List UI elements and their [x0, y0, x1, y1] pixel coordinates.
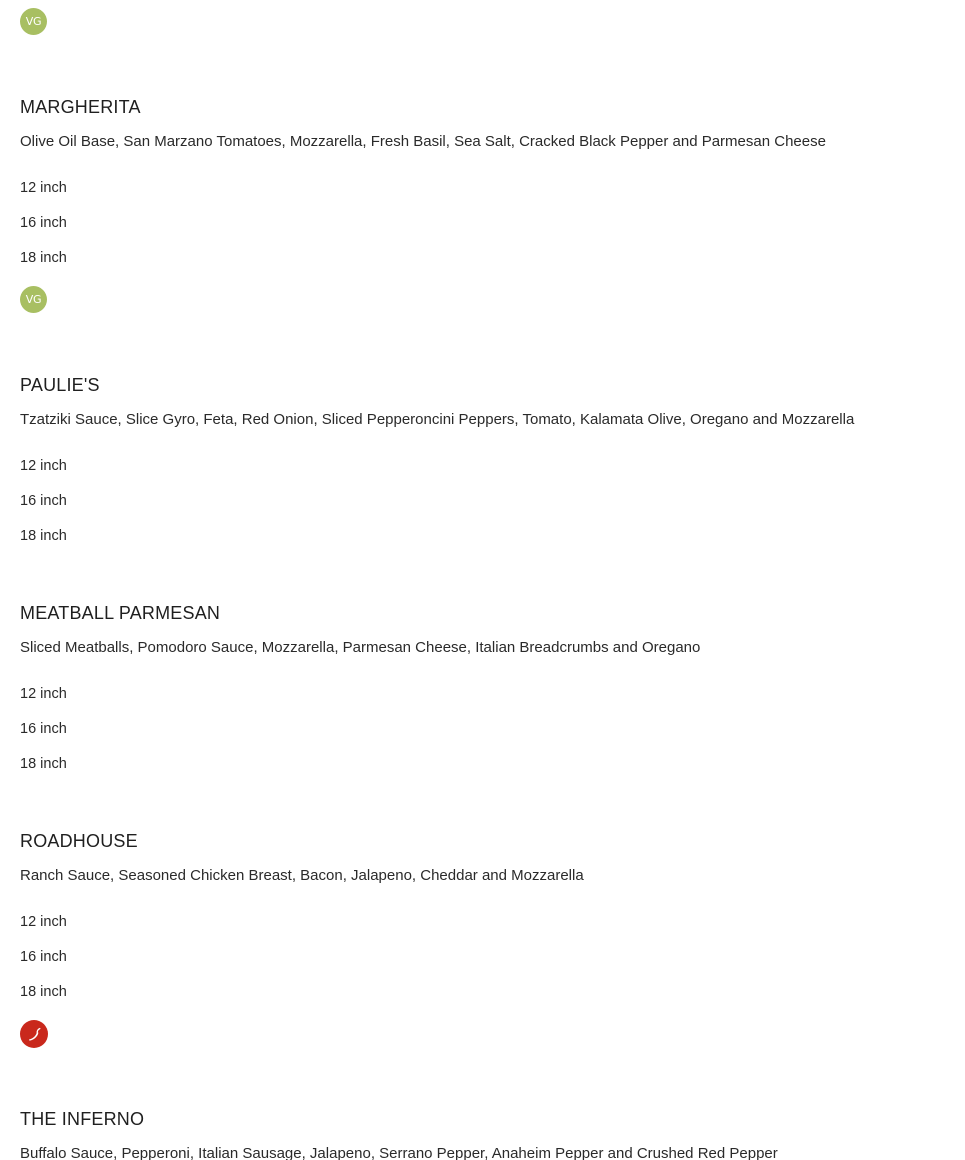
- menu-item-description: Buffalo Sauce, Pepperoni, Italian Sausage, Jalapeno, Serrano Pepper, Anaheim Pepper and Crushed Red Pepper: [20, 1145, 778, 1160]
- size-option[interactable]: 18 inch: [20, 528, 67, 544]
- menu-item-title: MARGHERITA: [20, 97, 141, 117]
- size-option[interactable]: 18 inch: [20, 756, 67, 772]
- menu-item-title: THE INFERNO: [20, 1109, 145, 1129]
- size-option[interactable]: 18 inch: [20, 250, 67, 266]
- chili-pepper-glyph: [26, 1026, 42, 1042]
- menu-item-description: Ranch Sauce, Seasoned Chicken Breast, Bacon, Jalapeno, Cheddar and Mozzarella: [20, 867, 584, 884]
- size-option[interactable]: 12 inch: [20, 180, 67, 196]
- size-option[interactable]: 16 inch: [20, 215, 67, 231]
- menu-item-title: ROADHOUSE: [20, 831, 138, 851]
- badge-label: VG: [25, 15, 42, 28]
- size-option[interactable]: 12 inch: [20, 458, 67, 474]
- size-option[interactable]: 18 inch: [20, 984, 67, 1000]
- vegetarian-badge-icon: [20, 286, 47, 313]
- badge-label: VG: [25, 293, 42, 306]
- menu-item-description: Olive Oil Base, San Marzano Tomatoes, Mozzarella, Fresh Basil, Sea Salt, Cracked Black Pepper and Parmesan Cheese: [20, 133, 826, 150]
- spicy-pepper-icon: [20, 1020, 48, 1048]
- size-option[interactable]: 16 inch: [20, 949, 67, 965]
- menu-item-title: MEATBALL PARMESAN: [20, 603, 221, 623]
- menu-item-title: PAULIE'S: [20, 375, 100, 395]
- menu-item-description: Sliced Meatballs, Pomodoro Sauce, Mozzarella, Parmesan Cheese, Italian Breadcrumbs and Oregano: [20, 639, 701, 656]
- menu-item-description: Tzatziki Sauce, Slice Gyro, Feta, Red Onion, Sliced Pepperoncini Peppers, Tomato, Kalamata Olive, Oregano and Mozzarella: [20, 411, 855, 428]
- size-option[interactable]: 12 inch: [20, 914, 67, 930]
- size-option[interactable]: 16 inch: [20, 493, 67, 509]
- size-option[interactable]: 12 inch: [20, 686, 67, 702]
- vegetarian-badge-icon: [20, 8, 47, 35]
- size-option[interactable]: 16 inch: [20, 721, 67, 737]
